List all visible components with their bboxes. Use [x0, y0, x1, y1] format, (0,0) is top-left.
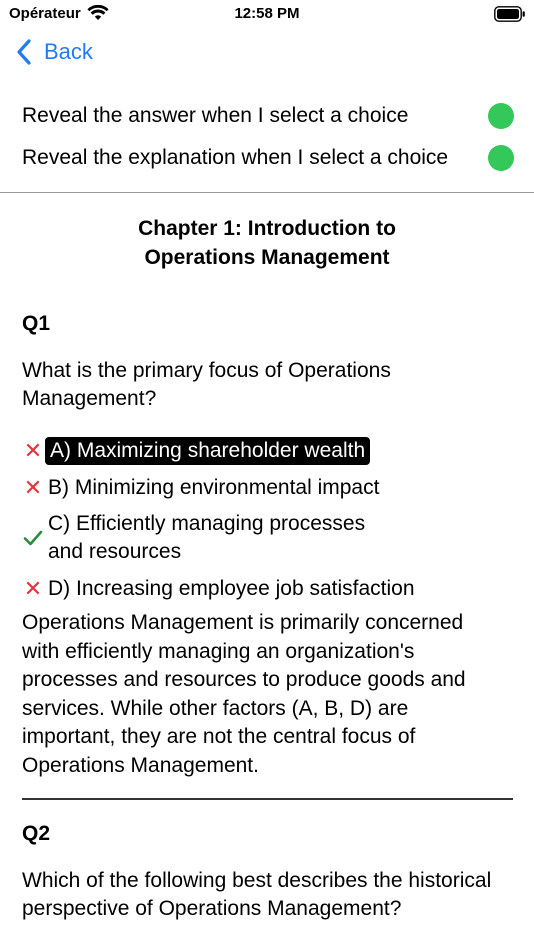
reveal-explanation-toggle[interactable] — [488, 145, 514, 171]
cross-icon: ✕ — [23, 475, 43, 500]
choice-text-line1: C) Efficiently managing processes — [48, 512, 366, 535]
choice-text: A) Maximizing shareholder wealth — [45, 437, 370, 465]
clock-time: 12:58 PM — [234, 5, 300, 22]
battery-icon — [494, 6, 526, 27]
header-divider — [0, 192, 534, 193]
cross-icon: ✕ — [23, 576, 43, 601]
choice-text-line2: and resources — [48, 540, 182, 563]
back-label: Back — [44, 39, 93, 64]
reveal-explanation-label: Reveal the explanation when I select a choice — [22, 146, 449, 169]
choice-text: D) Increasing employee job satisfaction — [48, 577, 415, 600]
choice-b[interactable] — [22, 474, 379, 502]
choice-d[interactable] — [22, 575, 415, 603]
back-button[interactable] — [16, 38, 93, 66]
reveal-answer-label: Reveal the answer when I select a choice — [22, 104, 409, 127]
choice-text — [48, 510, 365, 566]
question-text: What is the primary focus of Operations Management? — [22, 359, 391, 410]
question-text: Which of the following best describes the historical perspective of Operations Management? — [22, 869, 492, 920]
question-divider — [22, 798, 513, 800]
reveal-answer-toggle[interactable] — [488, 103, 514, 129]
carrier-label: Opérateur — [9, 5, 81, 22]
status-bar — [0, 0, 534, 30]
chevron-left-icon — [16, 38, 32, 66]
checkmark-icon — [22, 529, 44, 547]
choice-a[interactable] — [22, 437, 370, 465]
choice-c[interactable] — [22, 510, 365, 566]
chapter-title — [100, 214, 434, 272]
chapter-title-line2: Operations Management — [144, 246, 390, 269]
chapter-title-line1: Chapter 1: Introduction to — [138, 217, 396, 240]
explanation-text: Operations Management is primarily concerned with efficiently managing an organization's processes and resources to produce goods and services. While other factors (A, B, D) are important, they are not the central focus of Operations Management. — [22, 611, 466, 777]
reveal-explanation-setting — [22, 145, 514, 171]
cross-icon: ✕ — [23, 438, 43, 463]
choice-text: B) Minimizing environmental impact — [48, 476, 380, 499]
reveal-answer-setting — [22, 103, 514, 129]
question-label: Q2 — [22, 822, 51, 845]
question-label: Q1 — [22, 312, 51, 335]
